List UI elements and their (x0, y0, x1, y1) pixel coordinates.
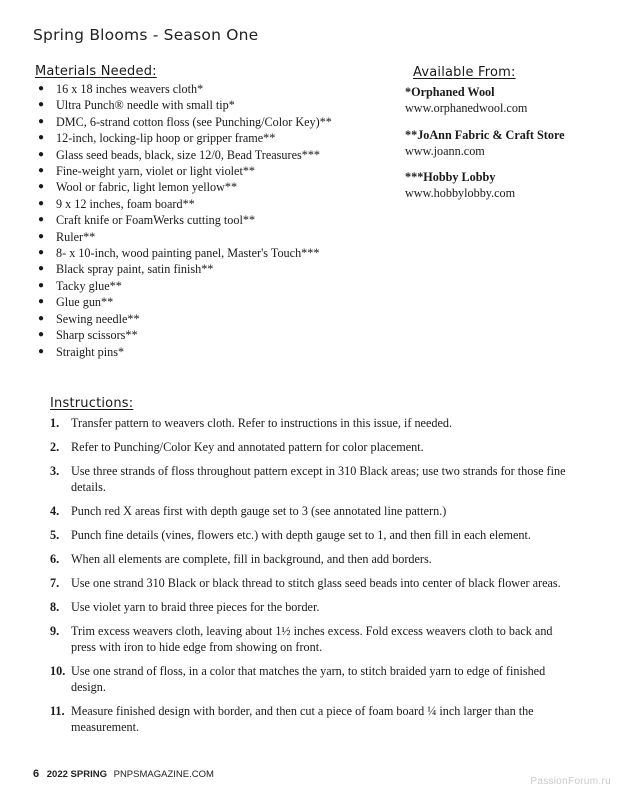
list-item: ● Straight pins* (38, 344, 125, 359)
bullet-icon: ● (38, 148, 45, 160)
source-joann (405, 128, 565, 159)
materials-heading: Materials Needed: (35, 64, 157, 79)
step-number: 2. (50, 440, 60, 454)
list-item: ● Wool or fabric, light lemon yellow** (38, 180, 238, 195)
instructions-list (50, 415, 570, 743)
bullet-icon: ● (38, 99, 45, 111)
list-item: ● DMC, 6-strand cotton floss (see Punching/Color Key)** (38, 114, 332, 129)
issue-season: 2022 SPRING (46, 769, 107, 780)
step-number: 7. (50, 576, 60, 590)
source-name: ***Hobby Lobby (405, 170, 496, 184)
list-item: ● 9 x 12 inches, foam board** (38, 196, 195, 211)
source-orphaned-wool (405, 85, 527, 116)
source-url: www.joann.com (405, 143, 485, 158)
list-item: ● Ruler** (38, 229, 96, 244)
step-text: Punch fine details (vines, flowers etc.) with depth gauge set to 1, and then fill in each element. (71, 528, 531, 542)
list-item: ● Glass seed beads, black, size 12/0, Bead Treasures*** (38, 147, 321, 162)
step-number: 11. (50, 704, 65, 718)
bullet-icon: ● (38, 345, 45, 357)
list-item: ● Tacky glue** (38, 278, 122, 293)
list-item: ● 16 x 18 inches weavers cloth* (38, 82, 204, 96)
step-text: Use three strands of floss throughout pattern except in 310 Black areas; use two strands for those fine details. (71, 464, 566, 494)
instruction-step (50, 623, 570, 655)
step-number: 3. (50, 464, 60, 478)
step-text: Use violet yarn to braid three pieces for the border. (71, 600, 320, 614)
source-hobby-lobby (405, 170, 515, 201)
instructions-heading: Instructions: (50, 396, 134, 411)
step-number: 9. (50, 624, 60, 638)
step-text: Use one strand of floss, in a color that matches the yarn, to stitch braided yarn to edge of finished design. (71, 664, 546, 694)
bullet-icon: ● (38, 165, 45, 177)
step-number: 4. (50, 504, 60, 518)
source-name: *Orphaned Wool (405, 85, 495, 99)
list-item: ● 8- x 10-inch, wood painting panel, Master's Touch*** (38, 246, 320, 261)
instruction-step (50, 463, 570, 495)
step-number: 8. (50, 600, 60, 614)
instruction-step (50, 439, 570, 455)
bullet-icon: ● (38, 329, 45, 341)
list-item: ● Sewing needle** (38, 311, 140, 326)
instruction-step (50, 599, 570, 615)
step-number: 10. (50, 664, 66, 678)
step-text: Punch red X areas first with depth gauge set to 3 (see annotated line pattern.) (71, 504, 447, 518)
bullet-icon: ● (38, 263, 45, 275)
source-url: www.hobbylobby.com (405, 185, 516, 200)
list-item: ● Ultra Punch® needle with small tip* (38, 98, 235, 113)
bullet-icon: ● (38, 181, 45, 193)
available-heading: Available From: (413, 65, 516, 80)
bullet-icon: ● (38, 230, 45, 242)
page-footer (33, 768, 214, 780)
bullet-icon: ● (38, 279, 45, 291)
instruction-step (50, 663, 570, 695)
bullet-icon: ● (38, 214, 45, 226)
instruction-step (50, 703, 570, 735)
bullet-icon: ● (38, 132, 45, 144)
bullet-icon: ● (38, 296, 45, 308)
bullet-icon: ● (38, 197, 45, 209)
source-name: **JoAnn Fabric & Craft Store (405, 128, 565, 142)
instruction-step (50, 527, 570, 543)
bullet-icon: ● (38, 247, 45, 259)
magazine-site: PNPSMAGAZINE.COM (113, 769, 214, 780)
instruction-step (50, 575, 570, 591)
step-number: 5. (50, 528, 60, 542)
source-url: www.orphanedwool.com (405, 100, 528, 115)
step-text: Refer to Punching/Color Key and annotated pattern for color placement. (71, 440, 424, 454)
list-item: ● Fine-weight yarn, violet or light violet** (38, 164, 256, 179)
instruction-step (50, 415, 570, 431)
watermark: PassionForum.ru (530, 776, 611, 787)
step-text: Use one strand 310 Black or black thread to stitch glass seed beads into center of black flower areas. (71, 576, 561, 590)
step-text: Measure finished design with border, and then cut a piece of foam board ¼ inch larger than the measurement. (71, 704, 534, 734)
step-text: Trim excess weavers cloth, leaving about 1½ inches excess. Fold excess weavers cloth to back and press with iron to hide edge from showing on front. (71, 624, 553, 654)
instruction-step (50, 503, 570, 519)
list-item: ● Glue gun** (38, 295, 114, 310)
instruction-step (50, 551, 570, 567)
page-number: 6 (33, 768, 40, 780)
bullet-icon: ● (38, 115, 45, 127)
step-text: When all elements are complete, fill in background, and then add borders. (71, 552, 432, 566)
step-text: Transfer pattern to weavers cloth. Refer to instructions in this issue, if needed. (71, 416, 452, 430)
page-title: Spring Blooms - Season One (33, 26, 259, 44)
step-number: 6. (50, 552, 60, 566)
bullet-icon: ● (38, 83, 45, 94)
list-item: ● 12-inch, locking-lip hoop or gripper frame** (38, 131, 276, 146)
list-item: ● Black spray paint, satin finish** (38, 262, 214, 277)
list-item: ● Craft knife or FoamWerks cutting tool** (38, 213, 256, 228)
bullet-icon: ● (38, 312, 45, 324)
step-number: 1. (50, 416, 60, 430)
list-item: ● Sharp scissors** (38, 328, 138, 343)
materials-list (36, 81, 396, 360)
